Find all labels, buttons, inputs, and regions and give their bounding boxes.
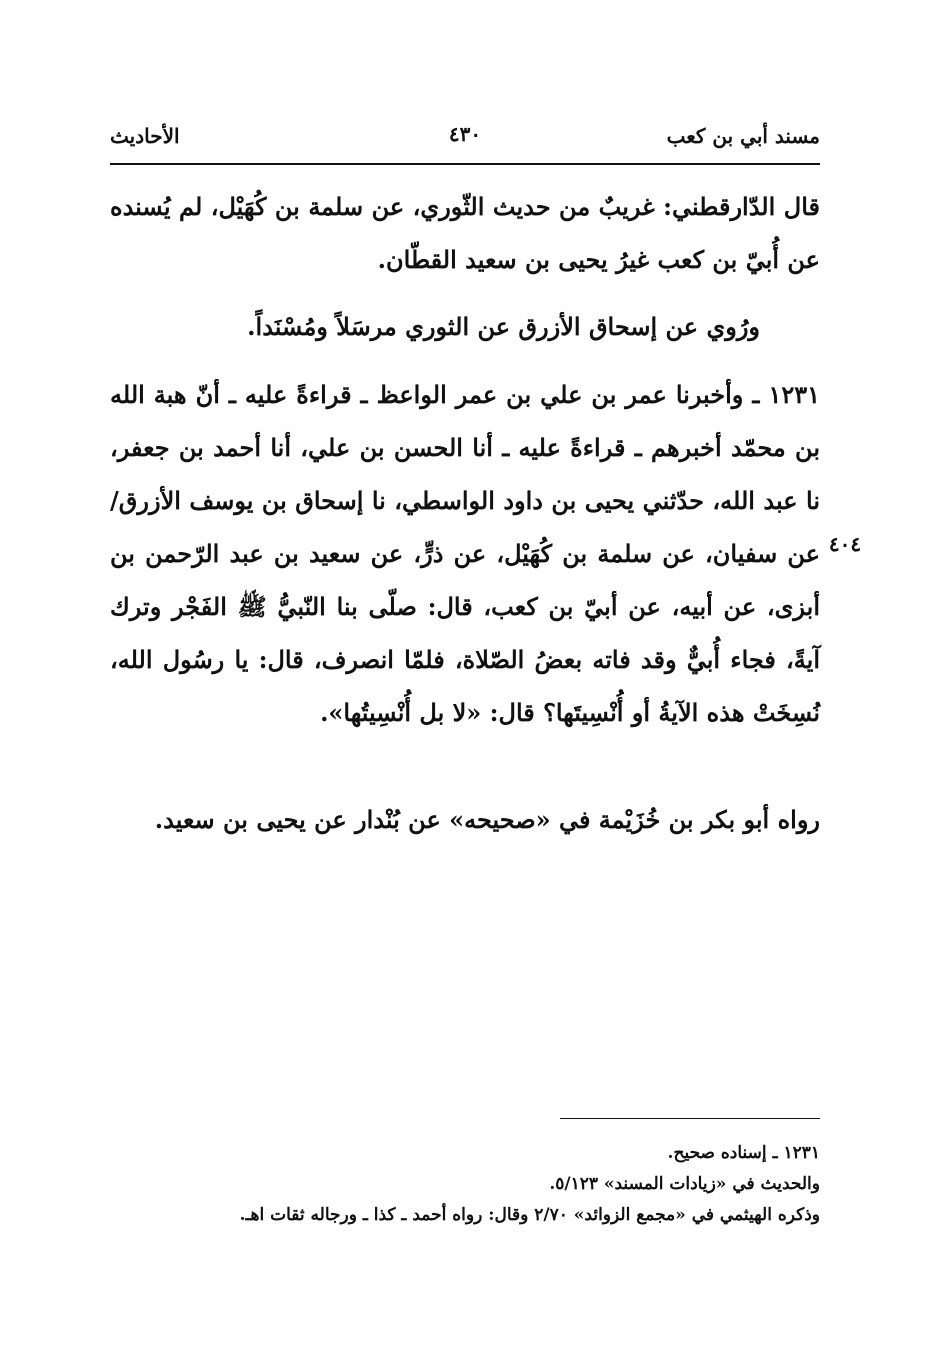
paragraph-1: قال الدّارقطني: غريبٌ من حديث الثّوري، عن سلمة بن كُهَيْل، لم يُسنده عن أُبيّ بن كعب غيرُ يحيى بن سعيد القطّان. [110,192,820,274]
book-title: مسند أبي بن كعب [666,124,820,148]
footnote-line: وذكره الهيثمي في «مجمع الزوائد» ٢/٧٠ وقال: رواه أحمد ـ كذا ـ ورجاله ثقات اهـ. [239,1205,820,1225]
footnotes [110,1138,820,1231]
section-title: الأحاديث [110,124,180,148]
page-header [110,118,820,158]
paragraph-4: رواه أبو بكر بن خُزَيْمة في «صحيحه» عن بُنْدار عن يحيى بن سعيد. [154,805,820,834]
footnote-rule [560,1118,820,1119]
margin-page-reference: ٤٠٤ [828,532,862,556]
footnote-line: والحديث في «زيادات المسند» ٥/١٢٣. [549,1174,820,1194]
hadith-1231: ١٢٣١ ـ وأخبرنا عمر بن علي بن عمر الواعظ ـ قراءةً عليه ـ أنّ هبة الله بن محمّد أخبرهم ـ قراءةً عليه ـ أنا الحسن بن علي، أنا أحمد بن جعفر، نا عبد الله، حدّثني يحيى بن داود الواسطي، نا إسحاق بن يوسف الأزرق/ عن سفيان، عن سلمة بن كُهَيْل، عن ذرٍّ، عن سعيد بن عبد الرّحمن بن أبزى، عن أبيه، عن أبيّ بن كعب، قال: صلّى بنا النّبيُّ ﷺ الفَجْر وترك آيةً، فجاء أُبيٌّ وقد فاته بعضُ الصّلاة، فلمّا انصرف، قال: يا رسُول الله، نُسِخَتْ هذه الآيةُ أو أُنْسِيتَها؟ قال: «لا بل أُنْسِيتُها». [110,380,821,727]
page-number: ٤٣٠ [448,122,482,146]
header-rule [110,163,820,165]
paragraph-2: ورُوي عن إسحاق الأزرق عن الثوري مرسَلاً ومُسْنَداً. [247,312,760,341]
footnote-line: ١٢٣١ ـ إسناده صحيح. [667,1143,820,1163]
